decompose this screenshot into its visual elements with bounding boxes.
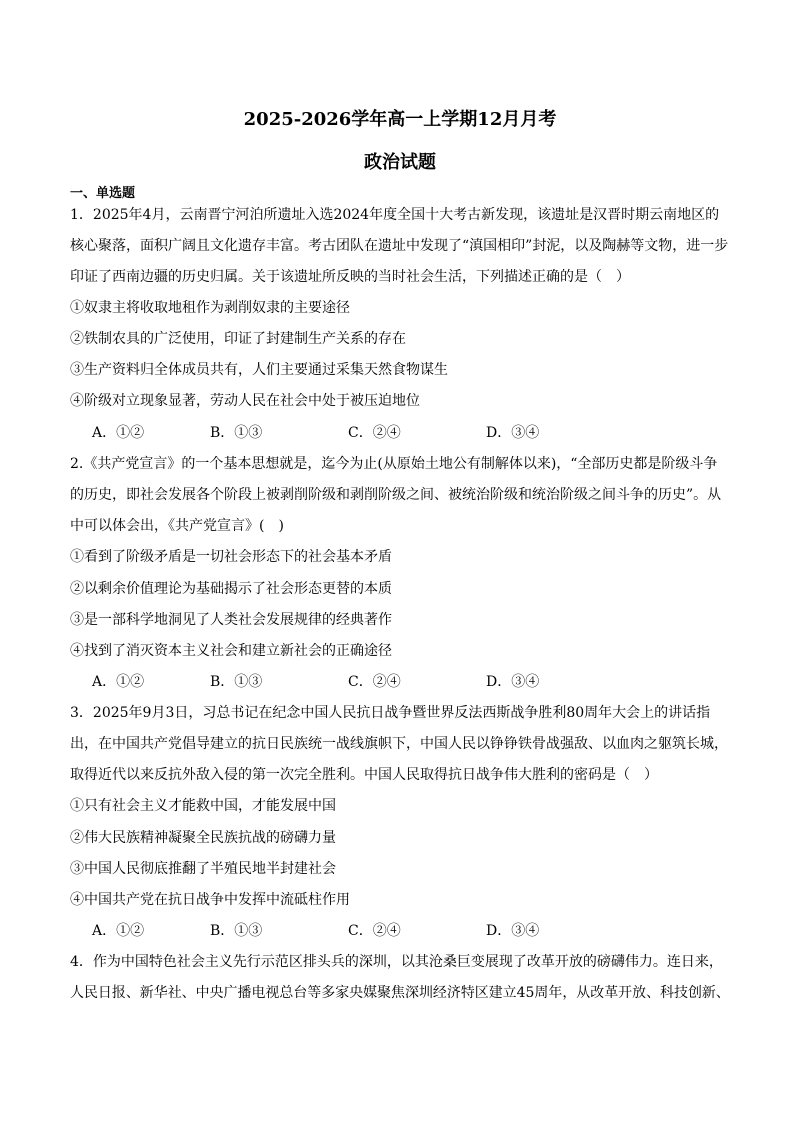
question-2-option-d: D．③④	[486, 674, 540, 690]
question-3-statement-3: ③中国人民彻底推翻了半殖民地半封建社会	[70, 861, 336, 877]
question-3-line-2: 出，在中国共产党倡导建立的抗日民族统一战线旗帜下，中国人民以铮铮铁骨战强敌、以血肉之躯筑长城，	[70, 736, 728, 752]
question-1-option-b: B．①③	[210, 425, 263, 441]
question-1-option-a: A．①②	[92, 425, 145, 441]
question-1-statement-2: ②铁制农具的广泛使用，印证了封建制生产关系的存在	[70, 331, 406, 347]
question-2-option-b: B．①③	[210, 674, 263, 690]
question-3-option-d: D．③④	[486, 923, 540, 939]
question-1-statement-3: ③生产资料归全体成员共有，人们主要通过采集天然食物谋生	[70, 362, 448, 378]
question-2-option-a: A．①②	[92, 674, 145, 690]
question-3-statement-4: ④中国共产党在抗日战争中发挥中流砥柱作用	[70, 892, 350, 908]
exam-title: 2025-2026学年高一上学期12月月考	[243, 109, 557, 130]
question-1-option-d: D．③④	[486, 425, 540, 441]
question-2-line-2: 的历史，即社会发展各个阶段上被剥削阶级和剥削阶级之间、被统治阶级和统治阶级之间斗争的历史”。从	[70, 487, 722, 503]
question-2-option-c: C．②④	[348, 674, 401, 690]
question-3-statement-2: ②伟大民族精神凝聚全民族抗战的磅礴力量	[70, 830, 336, 846]
question-3-option-a: A．①②	[92, 923, 145, 939]
question-2-line-1: 2.《共产党宣言》的一个基本思想就是，迄今为止(从原始土地公有制解体以来)，“全部历史都是阶级斗争	[70, 456, 718, 472]
section-heading: 一、单选题	[70, 186, 136, 201]
question-3-option-c: C．②④	[348, 923, 401, 939]
question-2-statement-2: ②以剩余价值理论为基础揭示了社会形态更替的本质	[70, 581, 392, 597]
question-1-line-1: 1．2025年4月，云南晋宁河泊所遗址入选2024年度全国十大考古新发现，该遗址是汉晋时期云南地区的	[70, 207, 720, 223]
question-3-option-b: B．①③	[210, 923, 263, 939]
question-3-line-1: 3．2025年9月3日，习总书记在纪念中国人民抗日战争暨世界反法西斯战争胜利80周年大会上的讲话指	[70, 705, 711, 721]
question-1-statement-1: ①奴隶主将收取地租作为剥削奴隶的主要途径	[70, 300, 350, 316]
question-2-line-3: 中可以体会出，《共产党宣言》( )	[70, 518, 284, 534]
question-1-line-2: 核心聚落，面积广阔且文化遗存丰富。考古团队在遗址中发现了“滇国相印”封泥，以及陶赫等文物，进一步	[70, 238, 729, 254]
question-3-line-3: 取得近代以来反抗外敌入侵的第一次完全胜利。中国人民取得抗日战争伟大胜利的密码是（ ）	[70, 767, 658, 783]
question-1-line-3: 印证了西南边疆的历史归属。关于该遗址所反映的当时社会生活，下列描述正确的是（ ）	[70, 269, 630, 285]
question-1-option-c: C．②④	[348, 425, 401, 441]
exam-subtitle: 政治试题	[364, 152, 436, 173]
question-2-statement-1: ①看到了阶级矛盾是一切社会形态下的社会基本矛盾	[70, 549, 392, 565]
question-4-line-1: 4．作为中国特色社会主义先行示范区排头兵的深圳，以其沧桑巨变展现了改革开放的磅礴伟力。连日来，	[70, 954, 723, 970]
question-2-statement-3: ③是一部科学地洞见了人类社会发展规律的经典著作	[70, 612, 392, 628]
question-1-statement-4: ④阶级对立现象显著，劳动人民在社会中处于被压迫地位	[70, 393, 420, 409]
question-3-statement-1: ①只有社会主义才能救中国，才能发展中国	[70, 798, 336, 814]
question-2-statement-4: ④找到了消灭资本主义社会和建立新社会的正确途径	[70, 643, 392, 659]
question-4-line-2: 人民日报、新华社、中央广播电视总台等多家央媒聚焦深圳经济特区建立45周年，从改革开放、科技创新、	[70, 985, 730, 1001]
